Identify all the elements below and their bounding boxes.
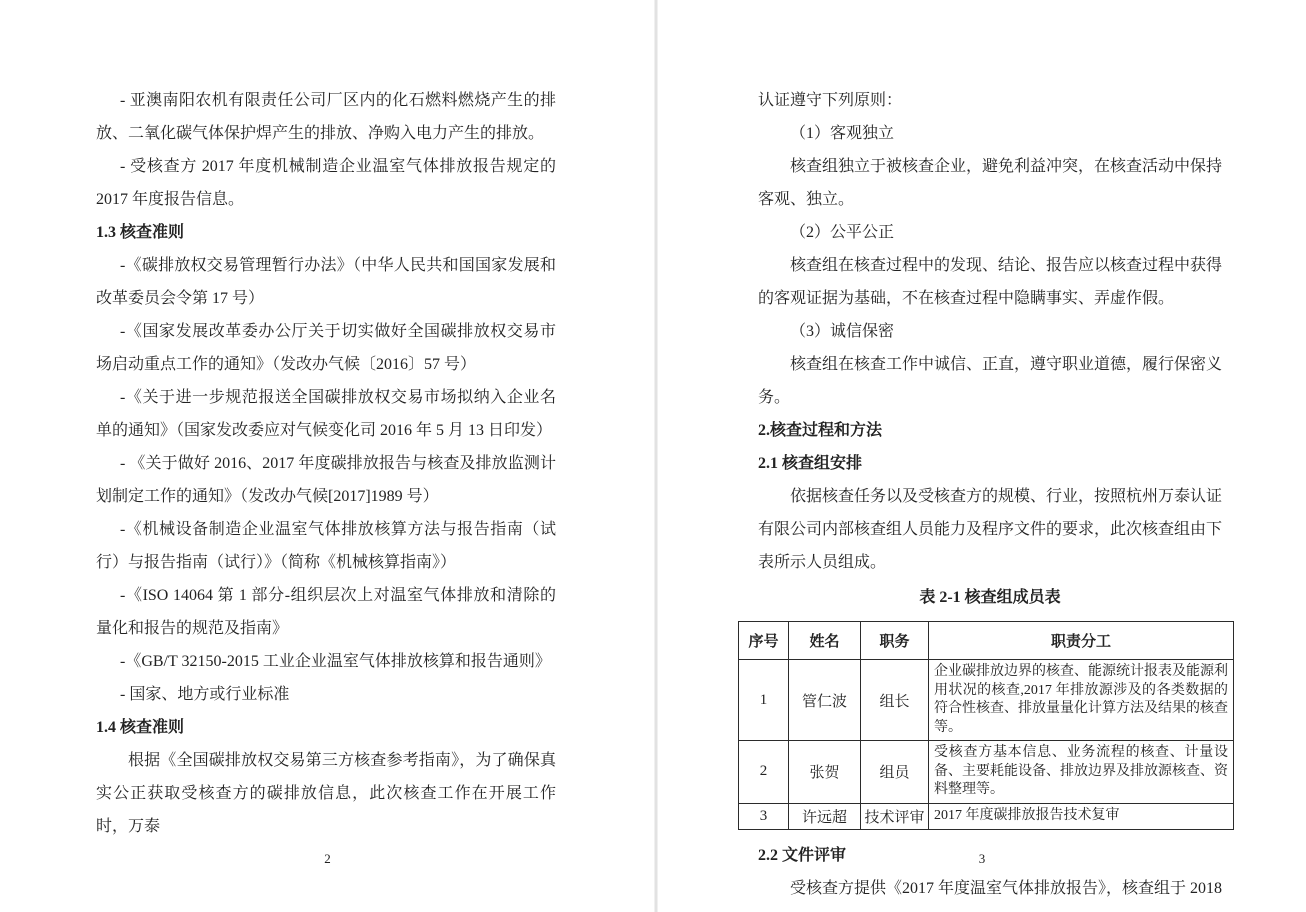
page-number: 3 xyxy=(978,851,986,866)
page-3 xyxy=(658,0,1306,912)
page-2-content xyxy=(0,0,655,843)
paragraph: - 亚澳南阳农机有限责任公司厂区内的化石燃料燃烧产生的排放、二氧化碳气体保护焊产生的排放、净购入电力产生的排放。 xyxy=(96,92,556,142)
paragraph: - 国家、地方或行业标准 xyxy=(120,686,290,703)
paragraph: -《碳排放权交易管理暂行办法》（中华人民共和国国家发展和改革委员会令第 17 号） xyxy=(96,257,556,307)
table-header-cell: 职责分工 xyxy=(929,622,1234,660)
table-cell: 组长 xyxy=(861,660,929,741)
paragraph: 核查组在核查过程中的发现、结论、报告应以核查过程中获得的客观证据为基础，不在核查过程中隐瞒事实、弄虚作假。 xyxy=(758,257,1223,307)
paragraph: - 《关于做好 2016、2017 年度碳排放报告与核查及排放监测计划制定工作的通知》（发改办气候[2017]1989 号） xyxy=(96,455,556,505)
table-row xyxy=(739,741,1234,804)
table-caption: 表 2-1 核查组成员表 xyxy=(919,589,1061,606)
paragraph: -《关于进一步规范报送全国碳排放权交易市场拟纳入企业名单的通知》（国家发改委应对气候变化司 2016 年 5 月 13 日印发） xyxy=(96,389,556,439)
section-heading-2: 2.核查过程和方法 xyxy=(758,422,883,439)
table-cell: 企业碳排放边界的核查、能源统计报表及能源利用状况的核查,2017 年排放源涉及的各类数据的符合性核查、排放量量化计算方法及结果的核查等。 xyxy=(929,660,1234,741)
paragraph: 依据核查任务以及受核查方的规模、行业，按照杭州万泰认证有限公司内部核查组人员能力及程序文件的要求，此次核查组由下表所示人员组成。 xyxy=(758,488,1223,571)
paragraph: 核查组在核查工作中诚信、正直，遵守职业道德，履行保密义务。 xyxy=(758,356,1223,406)
table-cell: 1 xyxy=(739,660,789,741)
table-cell: 2017 年度碳排放报告技术复审 xyxy=(929,803,1234,829)
paragraph: （3）诚信保密 xyxy=(790,323,895,340)
paragraph: -《机械设备制造企业温室气体排放核算方法与报告指南（试行）与报告指南（试行）》（简称《机械核算指南》） xyxy=(96,521,556,571)
page-number: 2 xyxy=(324,851,331,866)
paragraph: - 受核查方 2017 年度机械制造企业温室气体排放报告规定的 2017 年度报告信息。 xyxy=(96,158,556,208)
table-header-cell: 姓名 xyxy=(789,622,861,660)
table-cell: 3 xyxy=(739,803,789,829)
paragraph: -《GB/T 32150-2015 工业企业温室气体排放核算和报告通则》 xyxy=(120,653,551,670)
table-cell: 许远超 xyxy=(789,803,861,829)
table-header-row xyxy=(739,622,1234,660)
paragraph: 根据《全国碳排放权交易第三方核查参考指南》，为了确保真实公正获取受核查方的碳排放信息，此次核查工作在开展工作时，万泰 xyxy=(96,752,556,835)
section-heading-2-1: 2.1 核查组安排 xyxy=(758,455,863,472)
table-row xyxy=(739,803,1234,829)
paragraph: （2）公平公正 xyxy=(790,224,895,241)
table-cell: 组员 xyxy=(861,741,929,804)
page-3-content xyxy=(658,0,1306,905)
table-header-cell: 序号 xyxy=(739,622,789,660)
table-cell: 2 xyxy=(739,741,789,804)
table-cell: 张贺 xyxy=(789,741,861,804)
table-cell: 技术评审 xyxy=(861,803,929,829)
paragraph: 受核查方提供《2017 年度温室气体排放报告》，核查组于 2018 xyxy=(790,879,1223,897)
section-heading-1-3: 1.3 核查准则 xyxy=(96,224,185,241)
paragraph: 认证遵守下列原则： xyxy=(758,92,903,109)
table-row xyxy=(739,660,1234,741)
table-cell: 管仁波 xyxy=(789,660,861,741)
paragraph: 核查组独立于被核查企业，避免利益冲突，在核查活动中保持客观、独立。 xyxy=(758,158,1223,208)
section-heading-2-2: 2.2 文件评审 xyxy=(758,846,847,864)
table-cell: 受核查方基本信息、业务流程的核查、计量设备、主要耗能设备、排放边界及排放源核查、资料整理等。 xyxy=(929,741,1234,804)
paragraph: -《国家发展改革委办公厅关于切实做好全国碳排放权交易市场启动重点工作的通知》（发改办气候〔2016〕57 号） xyxy=(96,323,556,373)
paragraph: （1）客观独立 xyxy=(790,125,895,142)
table-header-cell: 职务 xyxy=(861,622,929,660)
members-table xyxy=(738,621,1234,830)
section-heading-1-4: 1.4 核查准则 xyxy=(96,719,185,736)
paragraph: -《ISO 14064 第 1 部分-组织层次上对温室气体排放和清除的量化和报告的规范及指南》 xyxy=(96,587,556,637)
